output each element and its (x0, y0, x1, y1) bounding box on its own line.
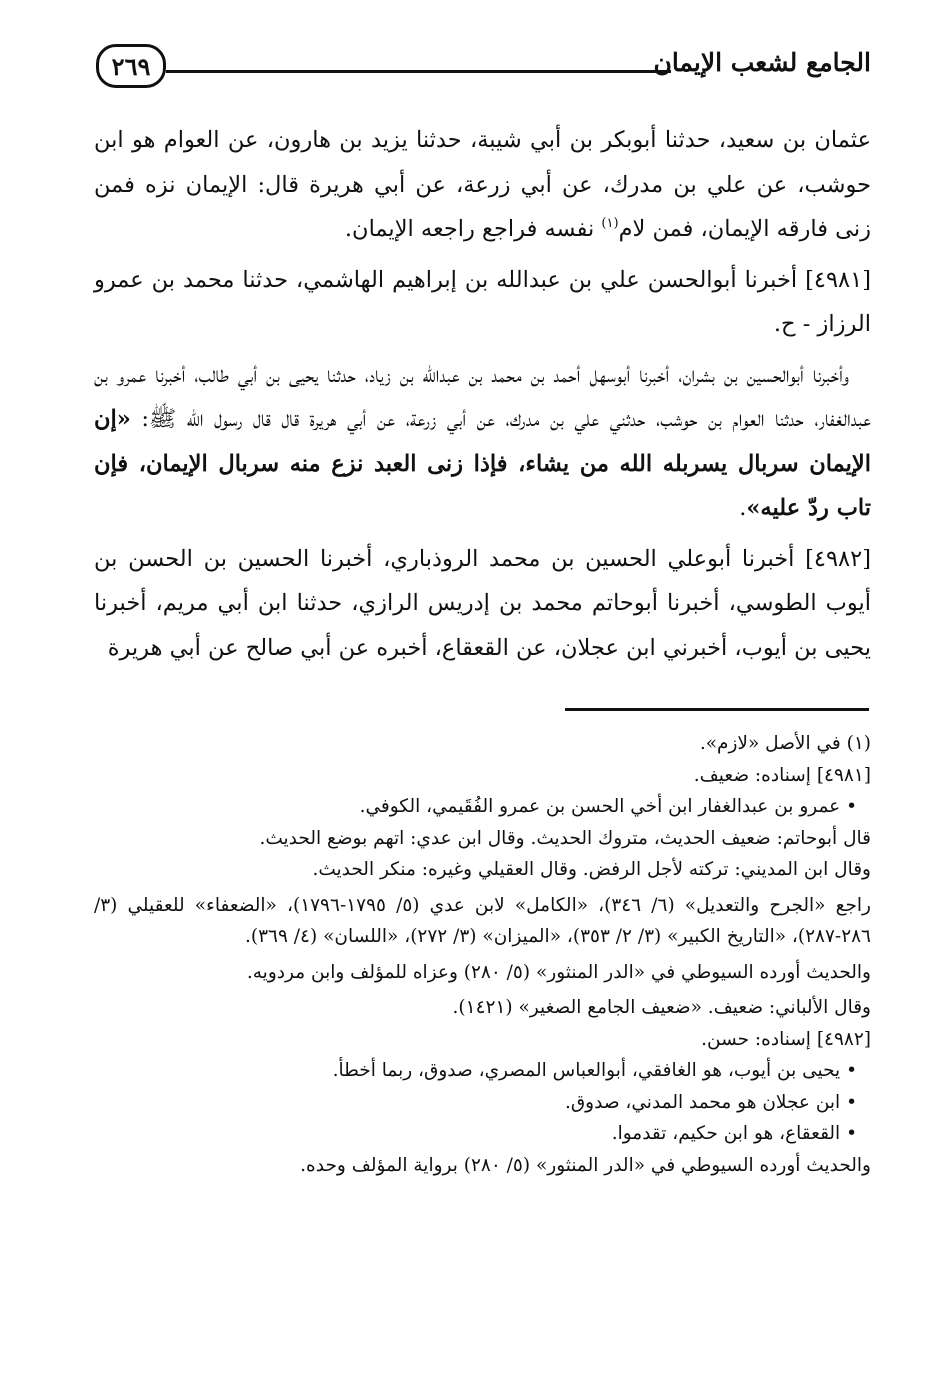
footnote-line: والحديث أورده السيوطي في «الدر المنثور» (٥/ ٢٨٠) برواية المؤلف وحده. (300, 1154, 871, 1176)
hadith-4981 (94, 258, 871, 347)
footnote-4982-heading: [٤٩٨٢] إسناده: حسن. (701, 1028, 871, 1050)
page-header (96, 44, 871, 94)
footnote-marker: (١) (601, 216, 619, 231)
paragraph-1-end: نفسه فراجع راجعه الإيمان. (344, 216, 602, 242)
hadith-number: [٤٩٨١] (805, 266, 871, 293)
paragraph-3 (94, 353, 871, 531)
paragraph-3-text: وأخبرنا أبوالحسين بن بشران، أخبرنا أبوسهل أحمد بن محمد بن عبدالله بن زياد، حدثنا يحيى بن أبي طالب، أخبرنا عمرو بن عبدالغفار، حدثنا العوام بن حوشب، حدثني علي بن مدرك، عن أبي زرعة، عن أبي هريرة قال قال رسول الله ﷺ: (94, 361, 871, 432)
hadith-4981-text: أخبرنا أبوالحسن علي بن عبدالله بن إبراهيم الهاشمي، حدثنا محمد بن عمرو الرزاز - ح. (94, 266, 871, 337)
footnote-bullet: • يحيى بن أيوب، هو الغافقي، أبوالعباس المصري، صدوق، ربما أخطأ. (332, 1060, 857, 1081)
footnote-1: (١) في الأصل «لازم». (699, 733, 871, 754)
page-number: ٢٦٩ (96, 44, 166, 88)
hadith-number: [٤٩٨٢] (805, 545, 871, 572)
footnote-bullet: • عمرو بن عبدالغفار ابن أخي الحسن بن عمرو الفُقَيمي، الكوفي. (359, 796, 857, 817)
book-title: الجامع لشعب الإيمان (653, 48, 871, 77)
footnote-divider (565, 708, 869, 711)
paragraph-1 (94, 118, 871, 252)
hadith-4982-text: أخبرنا أبوعلي الحسين بن محمد الروذباري، أخبرنا الحسين بن الحسن بن أيوب الطوسي، أخبرنا أبوحاتم محمد بن إدريس الرازي، حدثنا ابن أبي مريم، أخبرنا يحيى بن أيوب، أخبرني ابن عجلان، عن القعقاع، أخبره عن أبي صالح عن أبي هريرة (94, 545, 871, 661)
paragraph-3-end: . (739, 495, 747, 521)
prophetic-quote: «إن الإيمان سربال يسربله الله من يشاء، فإذا زنى العبد نزع منه سربال الإيمان، فإن تاب ردّ عليه» (94, 406, 871, 521)
footnote-line: وقال ابن المديني: تركته لأجل الرفض. وقال العقيلي وغيره: منكر الحديث. (312, 859, 871, 880)
footnote-line: والحديث أورده السيوطي في «الدر المنثور» (٥/ ٢٨٠) وعزاه للمؤلف وابن مردويه. (246, 961, 871, 983)
header-rule (166, 70, 671, 73)
footnote-line: قال أبوحاتم: ضعيف الحديث، متروك الحديث. وقال ابن عدي: اتهم بوضع الحديث. (259, 827, 871, 849)
footnotes (94, 728, 871, 1181)
hadith-4982 (94, 537, 871, 671)
paragraph-1-text: عثمان بن سعيد، حدثنا أبوبكر بن أبي شيبة، حدثنا يزيد بن هارون، عن العوام هو ابن حوشب، عن علي بن مدرك، عن أبي زرعة، عن أبي هريرة قال: الإيمان نزه فمن زنى فارقه الإيمان، فمن لام (94, 127, 871, 242)
footnote-4981-heading: [٤٩٨١] إسناده: ضعيف. (693, 764, 871, 786)
main-text (94, 118, 871, 676)
footnote-bullet: • ابن عجلان هو محمد المدني، صدوق. (564, 1091, 857, 1113)
footnote-references: راجع «الجرح والتعديل» (٦/ ٣٤٦)، «الكامل» لابن عدي (٥/ ١٧٩٥-١٧٩٦)، «الضعفاء» للعقيلي (٣/ ٢٨٦-٢٨٧)، «التاريخ الكبير» (٣/ ٢/ ٣٥٣)، «الميزان» (٣/ ٢٧٢)، «اللسان» (٤/ ٣٦٩). (94, 894, 871, 947)
footnote-bullet: • القعقاع، هو ابن حكيم، تقدموا. (611, 1123, 857, 1144)
footnote-line: وقال الألباني: ضعيف. «ضعيف الجامع الصغير» (١٤٢١). (452, 997, 871, 1018)
